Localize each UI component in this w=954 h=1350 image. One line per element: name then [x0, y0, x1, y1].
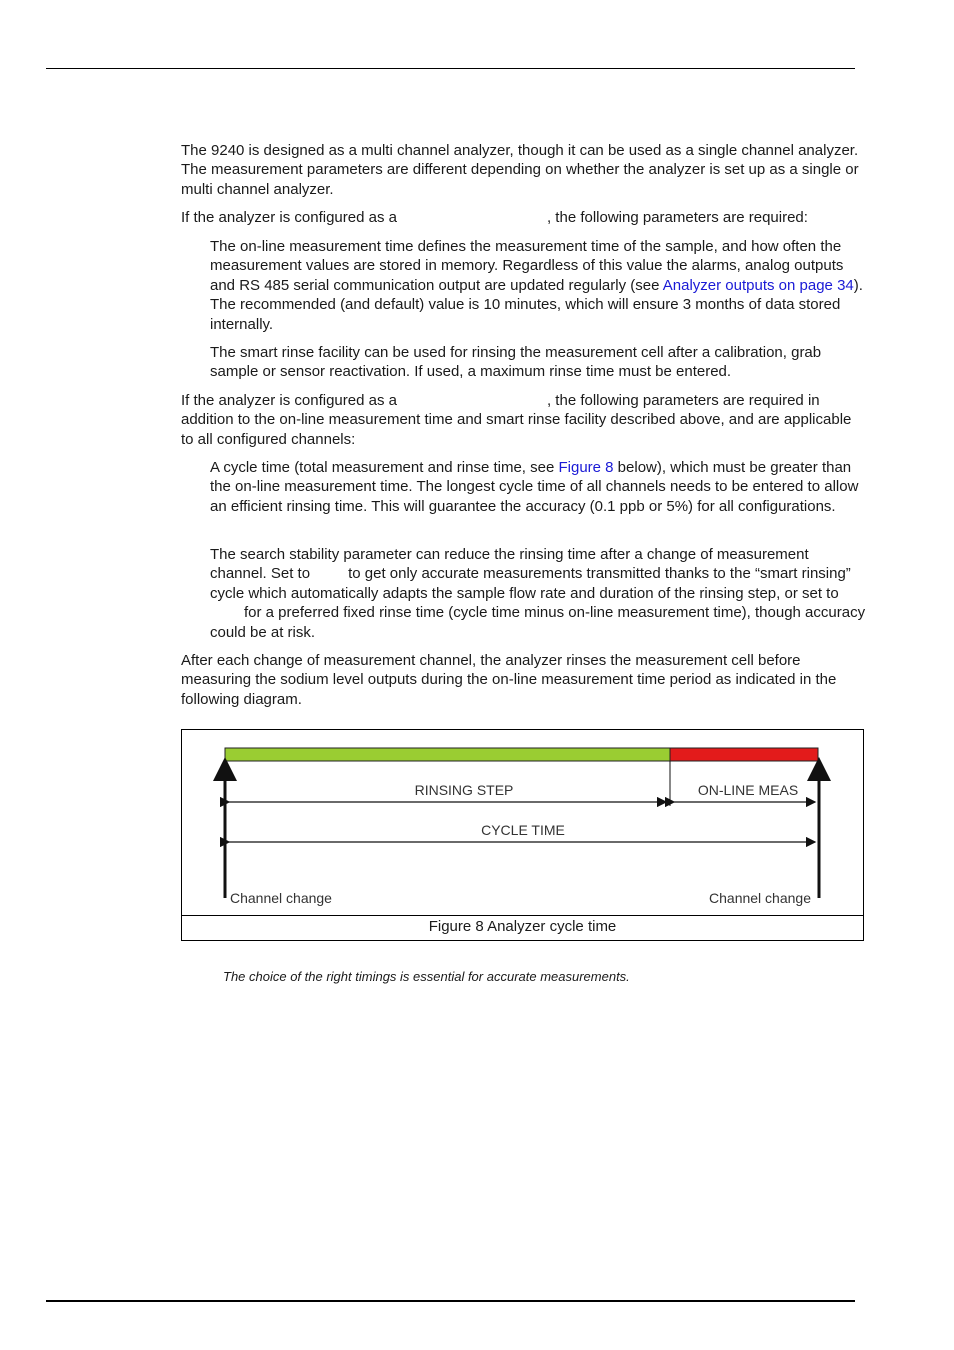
footer-rule: [46, 1300, 855, 1302]
online-meas-label: ON-LINE MEAS: [697, 782, 799, 798]
online-meas-bar: [670, 748, 818, 761]
channel-change-right-label: Channel change: [709, 890, 811, 906]
search-stability-paragraph: The search stability parameter can reduce the rinsing time after a change of measurement channel. Set to to get only accurate measurements transmitted thanks to the “smart rinsing” cycle which automatically adapts the sample flow rate and duration of the rinsing step, or set tofor a preferred fixed rinse time (cycle time minus on-line measurement time), though accuracy could be at risk.: [210, 546, 866, 641]
multi-channel-intro: If the analyzer is configured as a , the following parameters are required in addition to the on-line measurement time and smart rinse facility described above, and are applicable to all configured channels:: [181, 392, 852, 448]
cycle-time-paragraph: A cycle time (total measurement and rinse time, see Figure 8 below), which must be greater than the on-line measurement time. The longest cycle time of all channels needs to be entered to allow an efficient rinsing time. This will guarantee the accuracy (0.1 ppb or 5%) for all configurations.: [210, 459, 859, 515]
single-channel-intro: If the analyzer is configured as a , the following parameters are required:: [181, 209, 808, 226]
header-rule: [46, 68, 855, 69]
rinsing-step-label: RINSING STEP: [414, 782, 514, 798]
figure-caption: Figure 8 Analyzer cycle time: [428, 918, 617, 935]
channel-change-paragraph: After each change of measurement channel, the analyzer rinses the measurement cell before measuring the sodium level outputs during the on-line measurement time period as indicated in the following diagram.: [181, 652, 837, 708]
cycle-time-label: CYCLE TIME: [481, 822, 565, 838]
figure-frame: [181, 729, 864, 941]
caption-separator: [182, 915, 863, 916]
figure-8-link[interactable]: Figure 8: [558, 459, 614, 476]
channel-change-left-label: Channel change: [230, 890, 332, 906]
analyzer-outputs-link[interactable]: Analyzer outputs on page 34: [662, 276, 854, 294]
smart-rinse-paragraph: The smart rinse facility can be used for rinsing the measurement cell after a calibration, grab sample or sensor reactivation. If used, a maximum rinse time must be entered.: [210, 344, 822, 381]
intro-paragraph: The 9240 is designed as a multi channel analyzer, though it can be used as a single channel analyzer. The measurement parameters are different depending on whether the analyzer is set up as a single or multi channel analyzer.: [181, 142, 859, 198]
rinsing-step-bar: [225, 748, 670, 761]
cycle-time-diagram: [182, 730, 863, 915]
online-measurement-paragraph: The on-line measurement time defines the measurement time of the sample, and how often the measurement values are stored in memory. Regardless of this value the alarms, analog outputs and RS 485 serial communication output are updated regularly (see Analyzer outputs on page 34). The recommended (and default) value is 10 minutes, which will ensure 3 months of data stored internally.: [210, 238, 863, 333]
timing-note: The choice of the right timings is essential for accurate measurements.: [223, 969, 630, 984]
